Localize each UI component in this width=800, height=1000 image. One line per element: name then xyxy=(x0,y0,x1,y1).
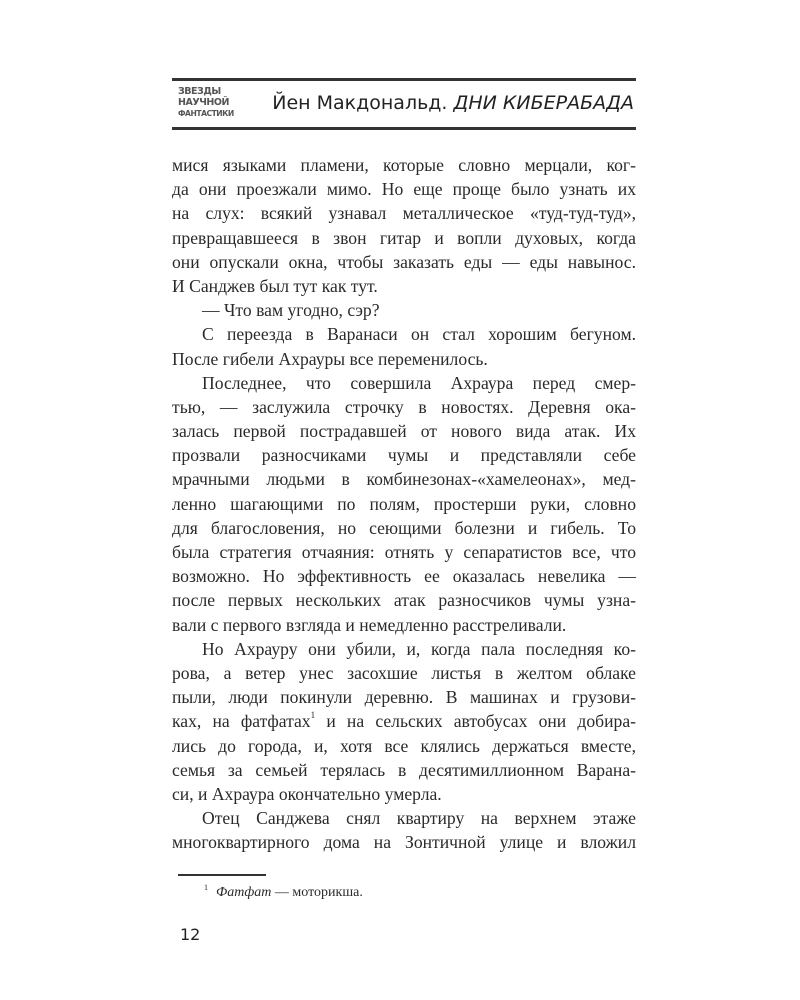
text-line: для благословения, но сеющими болезни и гибель. То xyxy=(172,517,636,538)
text-fragment: и на сельских автобусах они добира- xyxy=(326,711,636,732)
series-logo xyxy=(178,86,243,122)
text-line: была стратегия отчаяния: отнять у сепаратистов все, что xyxy=(172,542,636,562)
author-name: Йен Макдональд. xyxy=(272,92,448,114)
text-fragment: ках, на фатфатах xyxy=(172,711,311,732)
footnote-divider xyxy=(178,874,266,876)
logo-line: ФАНТАСТИКИ xyxy=(178,109,234,118)
footnote-number: 1 xyxy=(204,883,208,892)
text-line: — Что вам угодно, сэр? xyxy=(202,300,380,321)
text-line: После гибели Ахрауры все переменилось. xyxy=(172,348,488,369)
text-line: семья за семьей терялась в десятимиллионном Варана- xyxy=(172,759,636,780)
text-line: превращавшееся в звон гитар и вопли духовых, когда xyxy=(172,227,636,248)
text-line: они опускали окна, чтобы заказать еды — еды навынос. xyxy=(172,251,636,272)
text-line: тью, — заслужила строчку в новостях. Деревня ока- xyxy=(172,396,636,417)
logo-line: ЗВЕЗДЫ xyxy=(178,86,221,97)
header-top-rule xyxy=(172,78,636,81)
page-number: 12 xyxy=(180,925,201,944)
text-line: залась первой пострадавшей от нового вида атак. Их xyxy=(172,421,636,442)
text-line: Последнее, что совершила Ахраура перед смер- xyxy=(202,372,636,393)
text-line: Отец Санджева снял квартиру на верхнем этаже xyxy=(202,808,636,829)
text-line: вали с первого взгляда и немедленно расстреливали. xyxy=(172,614,567,635)
footnote-reference[interactable]: 1 xyxy=(310,710,316,721)
footnote-term: Фатфат xyxy=(216,885,272,900)
text-line: Но Ахрауру они убили, и, когда пала последняя ко- xyxy=(202,638,636,659)
footnote-text: — моторикша. xyxy=(271,885,363,900)
text-line xyxy=(172,709,636,733)
header-bottom-rule xyxy=(172,127,636,130)
text-line: лись до города, и, хотя все клялись держаться вместе, xyxy=(172,735,636,756)
text-line: на слух: всякий узнавал металлическое «туд-туд-туд», xyxy=(172,203,636,224)
text-line: мися языками пламени, которые словно мерцали, ког- xyxy=(172,155,636,175)
text-line: после первых нескольких атак разносчиков чумы узна- xyxy=(172,590,636,611)
book-title: ДНИ КИБЕРАБАДА xyxy=(453,92,634,114)
logo-line: НАУЧНОЙ xyxy=(178,97,229,108)
footnote xyxy=(204,883,363,901)
text-line: пыли, люди покинули деревню. В машинах и грузови- xyxy=(172,687,636,708)
text-line: многоквартирного дома на Зонтичной улице и вложил xyxy=(172,832,636,853)
text-line: С переезда в Варанаси он стал хорошим бегуном. xyxy=(202,324,636,345)
text-line: рова, а ветер унес засохшие листья в желтом облаке xyxy=(172,662,636,683)
text-line: прозвали разносчиками чумы и представляли себе xyxy=(172,445,636,466)
running-header xyxy=(272,92,634,114)
text-line: да они проезжали мимо. Но еще проще было узнать их xyxy=(172,179,636,200)
text-line: И Санджев был тут как тут. xyxy=(172,275,378,296)
body-text xyxy=(172,153,636,854)
text-line: си, и Ахраура окончательно умерла. xyxy=(172,783,442,804)
text-line: возможно. Но эффективность ее оказалась невелика — xyxy=(172,566,636,587)
text-line: ленно шагающими по полям, простерши руки, словно xyxy=(172,493,636,514)
text-line: мрачными людьми в комбинезонах-«хамелеонах», мед- xyxy=(172,469,636,490)
